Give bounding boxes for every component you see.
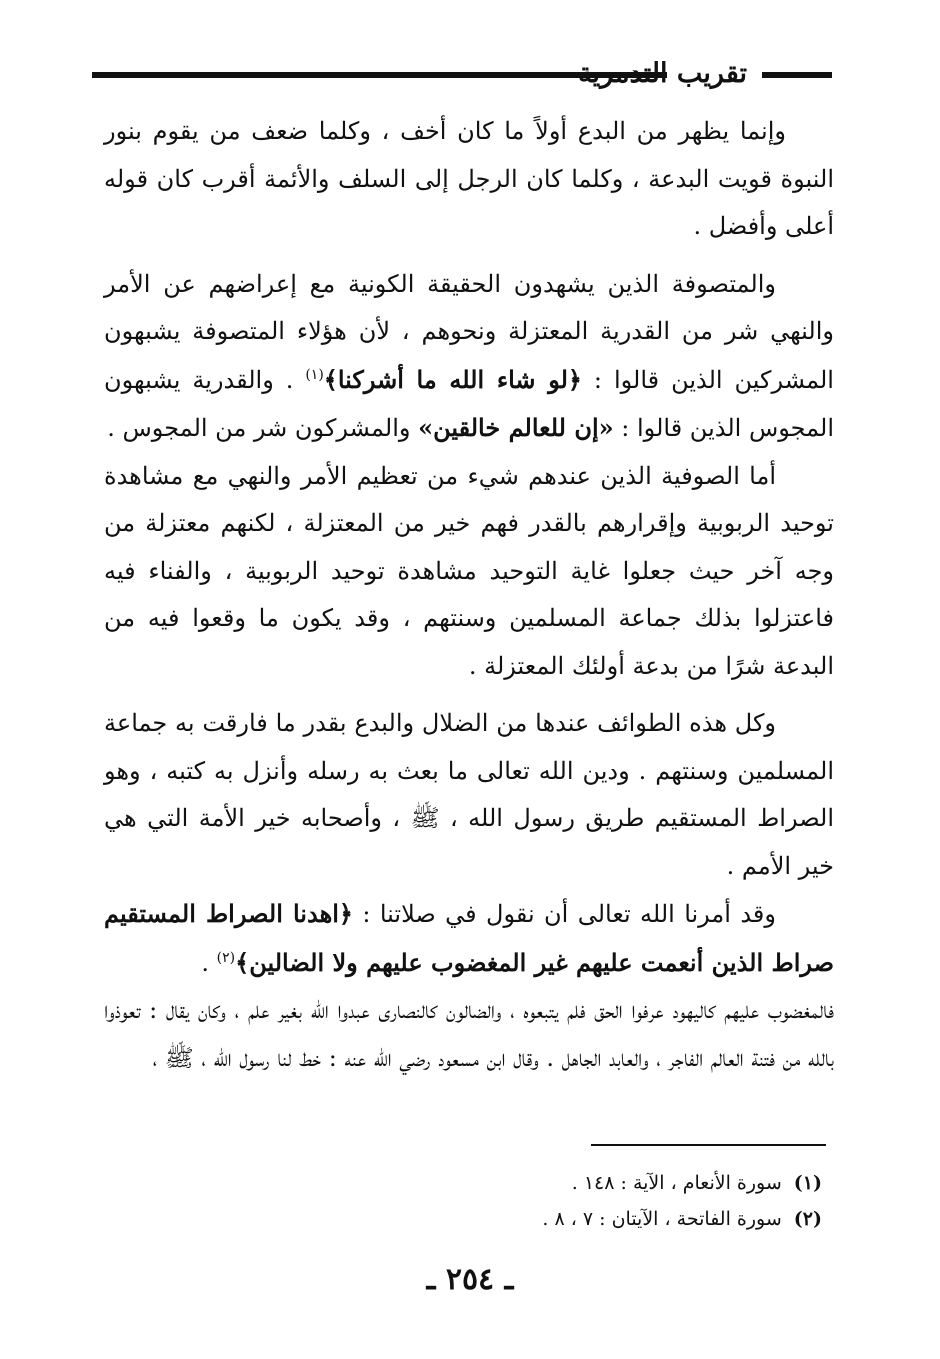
saying-quote: «إن للعالم خالقين» [418,413,614,442]
header-rule-short [762,72,832,78]
paragraph-2-part-2: . والقدرية يشبهون المجوس الذين قالوا : [104,365,834,442]
footnote-number: (٢) [793,1208,822,1230]
paragraph-5-part-2: . [201,948,217,977]
footnote-1 [322,1165,822,1201]
footnotes [322,1165,822,1237]
paragraph-2 [104,261,834,453]
paragraph-5 [104,890,834,987]
body-text [104,108,834,1082]
footnote-number: (١) [793,1172,822,1194]
footnote-ref-1: (١) [305,366,324,383]
paragraph-3: أما الصوفية الذين عندهم شيء من تعظيم الأمر والنهي مع مشاهدة توحيد الربوبية وإقرارهم بالقدر فهم خير من المعتزلة ، لكنهم معتزلة من وجه آخر حيث جعلوا غاية التوحيد مشاهدة توحيد الربوبية ، والفناء فيه فاعتزلوا بذلك جماعة المسلمين وسنتهم ، وقد يكون ما وقعوا فيه من البدعة شرًا من بدعة أولئك المعتزلة . [104,461,834,680]
paragraph-spacer [104,251,834,261]
page-number: ـ ٢٥٤ ـ [426,1262,514,1297]
paragraph-spacer [104,690,834,700]
footnote-separator [591,1144,826,1146]
quran-quote-2: ﴿اهدنا الصراط المستقيم صراط الذين أنعمت عليهم غير المغضوب عليهم ولا الضالين﴾ [104,899,834,977]
header-title: تقريب التدمرية [578,58,747,89]
footnote-ref-2: (٢) [216,949,236,966]
quran-quote-1: ﴿لو شاء الله ما أشركنا﴾ [323,364,582,394]
running-header [92,52,832,92]
paragraph-2-part-3: والمشركون شر من المجوس . [107,414,419,442]
paragraph-2-part-1: والمتصوفة الذين يشهدون الحقيقة الكونية مع إعراضهم عن الأمر والنهي شر من القدرية المعتزلة ونحوهم ، لأن هؤلاء المتصوفة يشبهون المشركين الذين قالوا : [104,269,834,394]
paragraph-6: فالمغضوب عليهم كاليهود عرفوا الحق فلم يتبعوه ، والضالون كالنصارى عبدوا الله بغير علم ، وكان يقال : تعوذوا بالله من فتنة العالم الفاجر ، والعابد الجاهل . وقال ابن مسعود رضي الله عنه : خط لنا رسول الله ، ﷺ ، [104,996,834,1072]
paragraph-4: وكل هذه الطوائف عندها من الضلال والبدع بقدر ما فارقت به جماعة المسلمين وسنتهم . ودين الله تعالى ما بعث به رسله وأنزل به كتبه ، وهو الصراط المستقيم طريق رسول الله ، ﷺ ، وأصحابه خير الأمة التي هي خير الأمم . [104,709,834,880]
paragraph-5-part-1: وقد أمرنا الله تعالى أن نقول في صلاتنا : [352,900,776,928]
footnote-text: سورة الأنعام ، الآية : ١٤٨ . [571,1172,782,1194]
footnote-text: سورة الفاتحة ، الآيتان : ٧ ، ٨ . [542,1208,782,1230]
paragraph-1: وإنما يظهر من البدع أولاً ما كان أخف ، وكلما ضعف من يقوم بنور النبوة قويت البدعة ، وكلما كان الرجل إلى السلف والأئمة أقرب كان قوله أعلى وأفضل . [104,117,834,240]
footnote-2 [322,1201,822,1237]
